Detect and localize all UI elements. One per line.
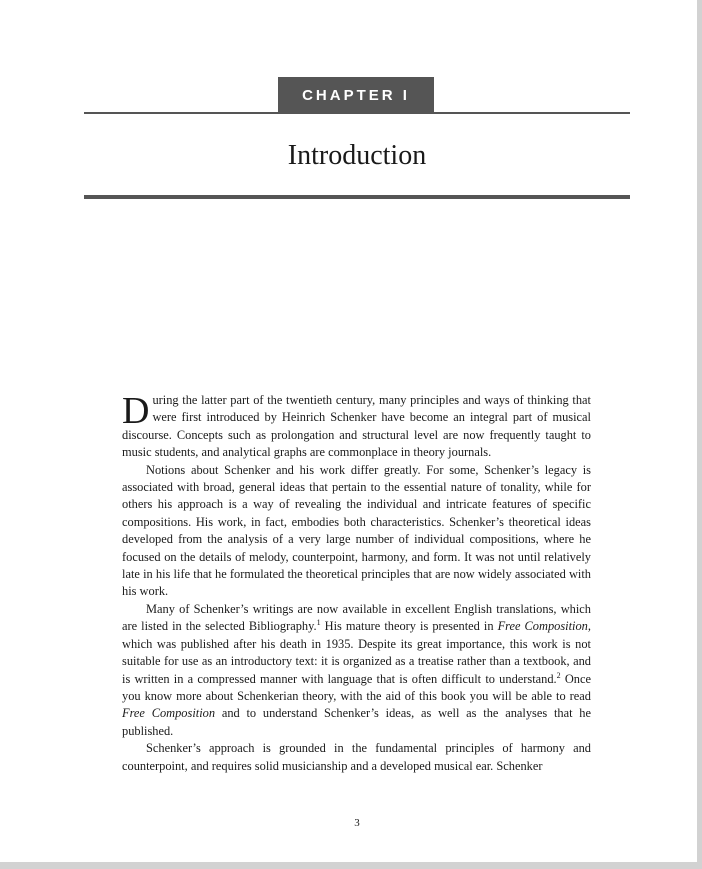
work-title-free-composition-2: Free Composition <box>122 706 216 721</box>
page-number: 3 <box>354 817 360 829</box>
body-text <box>122 392 591 775</box>
chapter-label: CHAPTER I <box>278 77 434 112</box>
paragraph-2-text: Notions about Schenker and his work differ greatly. For some, Schenker’s legacy is associated with broad, general ideas that pertain to the essential nature of tonality, while for others his approach is a way of revealing the individual and intricate features of specific compositions. His work, in fact, embodies both characteristics. Schenker’s theoretical ideas developed from the analysis of a very large number of individual compositions, where he focused on the details of melody, counterpoint, harmony, and form. It was not until relatively late in his life that he formulated the theoretical principles that are now widely associated with his work. <box>122 462 591 599</box>
paragraph-3-text-e: and to understand Schenker’s ideas, as well as the analyses that he published. <box>122 706 591 738</box>
page-edge-shadow-bottom <box>0 862 702 869</box>
footnote-ref-2[interactable]: 2 <box>556 670 561 680</box>
paragraph-2 <box>122 462 591 601</box>
chapter-rule-top <box>84 112 630 114</box>
paragraph-1-text: uring the latter part of the twentieth century, many principles and ways of thinking that were first introduced by Heinrich Schenker have become an integral part of musical discourse. Concepts such as prolongation and structural level are now frequently taught to music students, and analytical graphs are commonplace in theory journals. <box>122 393 591 460</box>
chapter-rule-bottom <box>84 195 630 199</box>
paragraph-3-text-b: His mature theory is presented in <box>320 619 498 634</box>
work-title-free-composition: Free Composition, <box>497 619 591 634</box>
paragraph-3-text-d: Once you know more about Schenkerian theory, with the aid of this book you will be able to read <box>122 671 591 703</box>
footnote-ref-1[interactable]: 1 <box>316 618 321 628</box>
paragraph-4-text: Schenker’s approach is grounded in the fundamental principles of harmony and counterpoint, and requires solid musicianship and a developed musical ear. Schenker <box>122 741 591 773</box>
paragraph-3-text-a: Many of Schenker’s writings are now available in excellent English translations, which are listed in the selected Bibliography. <box>122 601 591 634</box>
drop-cap: D <box>122 390 150 432</box>
paragraph-3-text-c: which was published after his death in 1935. Despite its great importance, this work is not suitable for use as an introductory text: it is organized as a treatise rather than a textbook, and is written in a compressed manner with language that is often difficult to understand. <box>122 636 591 686</box>
chapter-title: Introduction <box>287 140 427 171</box>
paragraph-3 <box>122 601 591 740</box>
page-edge-shadow-right <box>697 0 702 869</box>
paragraph-4 <box>122 740 591 775</box>
paragraph-1 <box>122 392 591 462</box>
